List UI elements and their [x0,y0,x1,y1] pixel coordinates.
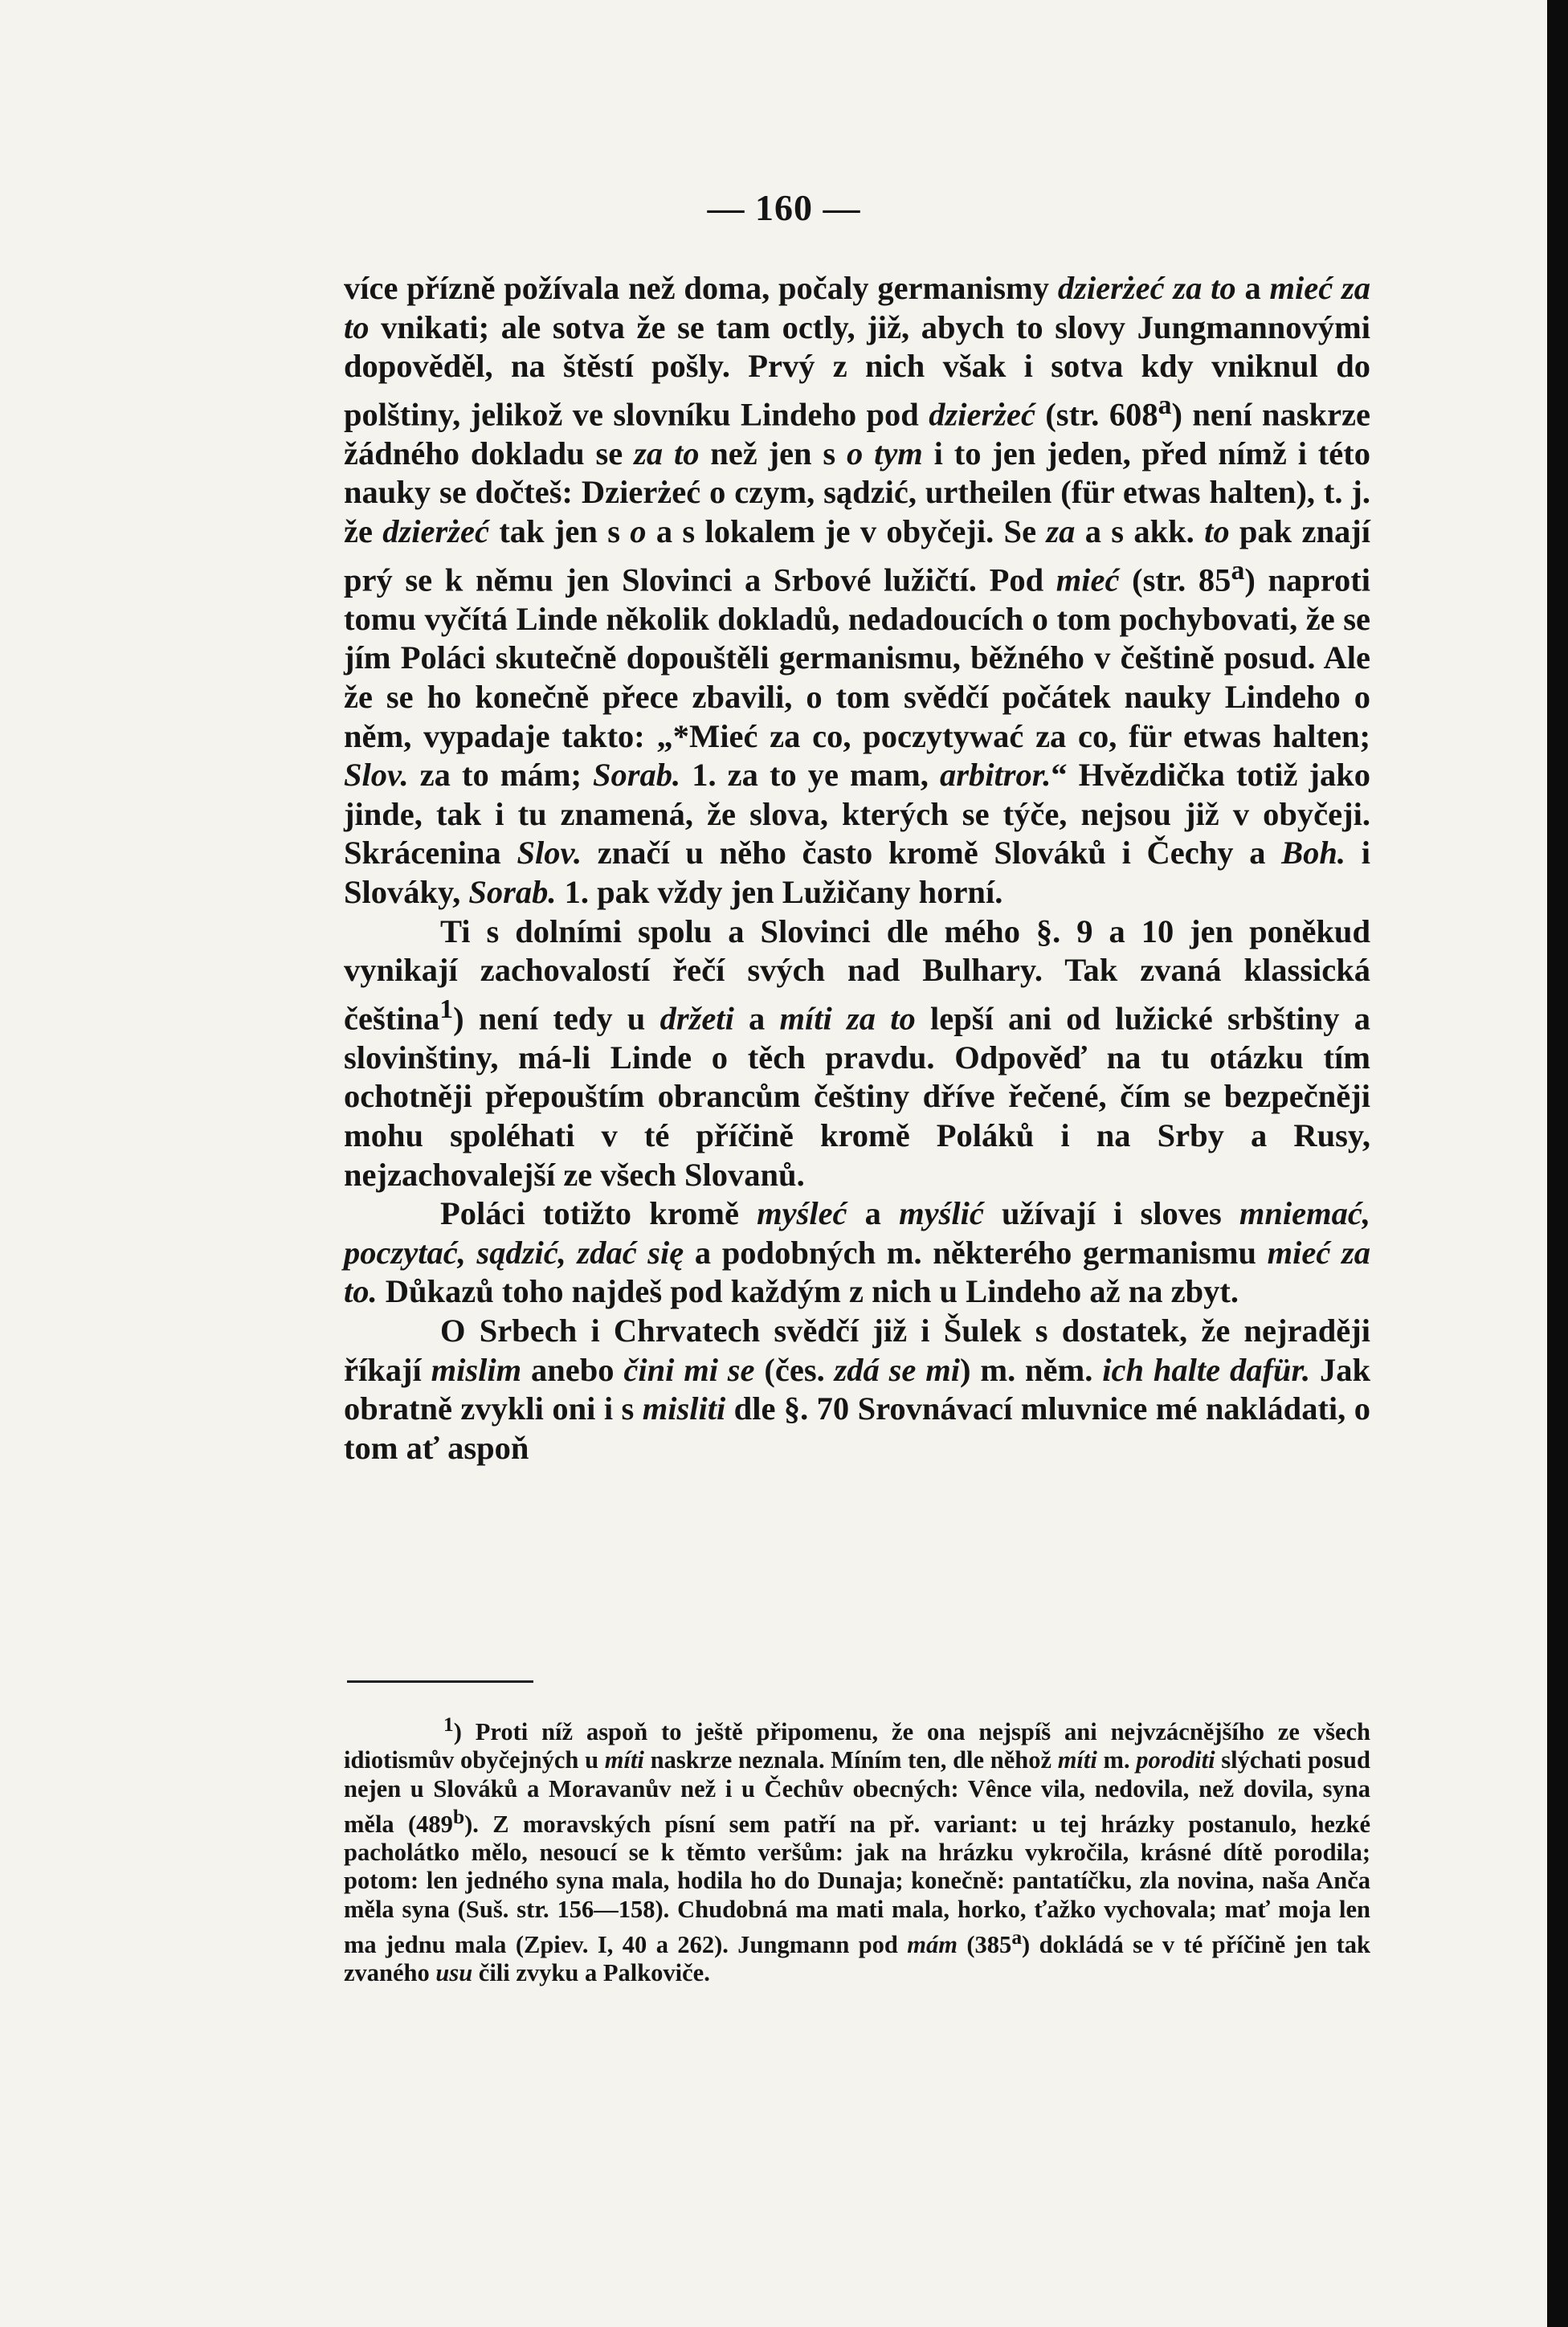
italic-term: Slov. [344,757,409,794]
italic-term: držeti [659,1000,734,1037]
text-run: pak znají prý se k němu jen Slovinci a Srbové lužičtí. Pod [344,513,1371,598]
text-run: vnikati; ale sotva že se tam octly, již, abych to slovy Jungmannovými dopověděl, na štěstí pošly. Prvý z nich však i sotva kdy vniknul do polštiny, jelikož ve slovníku Lindeho pod [344,308,1370,433]
text-run: a s lokalem je v obyčeji. Se [646,513,1047,550]
text-run: více přízně požívala než doma, počaly germanismy [344,270,1058,306]
italic-term: o tym [847,435,923,472]
text-run: Jak obratně zvykli oni i s [344,1351,1370,1427]
italic-term: ich halte dafür. [1102,1351,1311,1388]
text-run: ) naproti tomu vyčítá Linde několik dokladů, nedadoucích o tom pochybovati, že se jím Poláci skutečně dopouštěli germanismu, běžného v češtině posud. Ale že se ho konečně přece zbavili, o tom svědčí počátek nauky Lindeho o něm, vypadaje takto: „*Mieć za co, poczytywać za co, für etwas halten; [344,561,1370,754]
footnote [344,1711,1370,1987]
footnotes [344,1711,1370,1987]
scan-edge-bar [1547,0,1568,2327]
italic-term: myśleć [757,1195,847,1232]
text-run: Poláci totižto kromě [440,1195,757,1232]
superscript: 1 [439,994,454,1024]
text-run: a [1235,270,1270,306]
text-run: Důkazů toho najdeš pod každým z nich u Lindeho až na zbyt. [377,1273,1239,1310]
text-run: 1. pak vždy jen Lužičany horní. [556,873,1003,910]
text-run: za to mám; [408,757,594,794]
italic-term: Sorab. [468,873,557,910]
text-run: i Slováky, [344,835,1370,910]
text-run: i to jen jeden, před nímž i této nauky se dočteš: Dzierżeć o czym, sądzić, urtheilen (für etwas halten), t. j. že [344,435,1370,550]
italic-term: mieć za to. [344,1234,1370,1310]
text-run: ) není naskrze žádného dokladu se [344,396,1370,472]
text-run: ) dokládá se v té příčině jen tak zvaného [344,1930,1370,1987]
text-run: než jen s [699,435,847,472]
text-run: a s akk. [1075,513,1205,550]
italic-term: arbitror. [939,757,1051,794]
text-run: (385 [958,1930,1012,1958]
italic-term: poroditi [1136,1746,1215,1774]
italic-term: mám [907,1930,958,1958]
superscript: a [1158,390,1172,420]
text-run: a podobných m. některého germanismu [684,1234,1268,1271]
text-run: ) není tedy u [453,1000,660,1037]
italic-term: za to [634,435,700,472]
italic-term: za [1046,513,1076,550]
superscript: a [1231,555,1245,586]
superscript: 1 [443,1713,454,1736]
text-run: čili zvyku a Palkoviče. [472,1959,710,1987]
italic-term: dzierżeć za to [1057,270,1236,306]
italic-term: čini mi se [623,1351,755,1388]
italic-term: Slov. [517,835,582,872]
superscript: b [452,1805,465,1828]
body-text [344,269,1370,1468]
italic-term: míti [1057,1746,1097,1774]
italic-term: zdá se mi [834,1351,960,1388]
text-run: Ti s dolními spolu a Slovinci dle mého §. 9 a 10 jen poněkud vynikají zachovalostí řečí svých nad Bulhary. Tak zvaná klassická čeština [344,912,1370,1037]
italic-term: myślić [899,1195,984,1232]
paragraph [344,1312,1370,1468]
italic-term: to [1204,513,1230,550]
italic-term: usu [435,1959,473,1987]
text-run: užívají i sloves [983,1195,1239,1232]
text-run: dle §. 70 Srovnávací mluvnice mé nakládati, o tom ať aspoň [344,1390,1370,1466]
text-run: a [847,1195,900,1232]
text-run: (str. 608 [1035,396,1158,433]
italic-term: Boh. [1281,835,1346,872]
italic-term: mieć za to [344,270,1371,345]
text-run: “ Hvězdička totiž jako jinde, tak i tu znamená, že slova, kterých se týče, nejsou již v obyčeji. Skrácenina [344,757,1370,872]
italic-term: dzierżeć [929,396,1035,433]
text-run: (čes. [754,1351,835,1388]
text-run: ). Z moravských písní sem patří na př. variant: u tej hrázky postanulo, hezké pacholátko mělo, nesoucí se k těmto veršům: jak na hrázku vykročila, krásné dítě porodila; potom: len jedného syna mala, hodila ho do Dunaja; konečně: pantatíčku, zla novina, naša Anča měla syna (Suš. str. 156—158). Chudobná ma mati mala, horko, ťažko vychovala; mať moja len ma jednu mala (Zpiev. I, 40 a 262). Jungmann pod [344,1810,1371,1958]
italic-term: dzierżeć [382,513,489,550]
text-run: slýchati posud nejen u Slováků a Moravanův než i u Čechův obecných: Vênce vila, nedovila, než dovila, syna měla (489 [344,1746,1370,1838]
page-number: — 160 — [707,187,861,228]
text-run: a [733,1000,780,1037]
italic-term: míti za to [779,1000,916,1037]
paragraph [344,912,1370,1195]
footnote-divider [347,1680,533,1683]
text-run: (str. 85 [1119,561,1231,598]
text-run: naskrze neznala. Míním ten, dle něhož [643,1746,1058,1774]
paragraph [344,269,1370,912]
italic-term: míti [604,1746,644,1774]
paragraph [344,1194,1370,1312]
italic-term: o [630,513,647,550]
italic-term: Sorab. [593,757,681,794]
text-run: O Srbech i Chrvatech svědčí již i Šulek s dostatek, že nejraději říkají [344,1312,1370,1388]
text-run: ) Proti níž aspoň to ještě připomenu, že ona nejspíš ani nejvzácnějšího ze všech idiotismův obyčejných u [344,1718,1370,1774]
text-run: anebo [521,1351,624,1388]
text-run: značí u něho často kromě Slováků i Čechy a [582,835,1282,872]
italic-term: mniemać, poczytać, sądzić, zdać się [344,1195,1370,1271]
text-run: 1. za to ye mam, [680,757,940,794]
text-run: m. [1096,1746,1137,1774]
text-run: tak jen s [489,513,631,550]
superscript: a [1011,1925,1023,1949]
italic-term: misliti [642,1390,726,1427]
italic-term: mislim [431,1351,522,1388]
italic-term: mieć [1056,561,1120,598]
text-run: ) m. něm. [960,1351,1103,1388]
text-run: lepší ani od lužické srbštiny a slovinštiny, má-li Linde o těch pravdu. Odpověď na tu otázku tím ochotněji přepouštím obrancům češtiny dříve řečené, čím se bezpečněji mohu spoléhati v té příčině kromě Poláků i na Srby a Rusy, nejzachovalejší ze všech Slovanů. [344,1000,1370,1193]
